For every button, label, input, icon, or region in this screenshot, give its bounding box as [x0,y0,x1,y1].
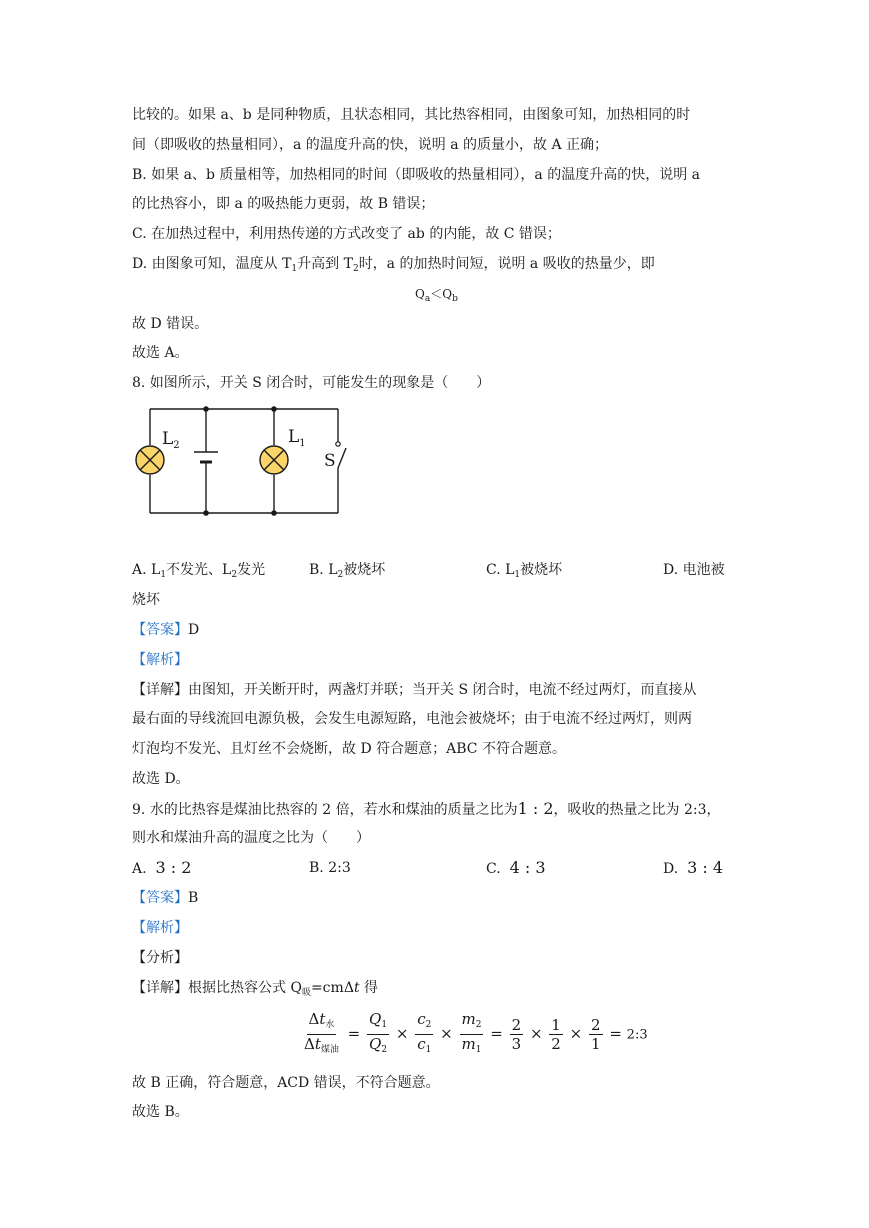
eq-q: Q [415,287,425,301]
text-span: 被烧坏 [520,562,563,578]
math-var: c [417,1010,426,1028]
subscript: 2 [475,1020,482,1030]
text-span: ，吸收的热量之比为 2:3， [553,802,721,818]
circuit-diagram [128,400,368,540]
paragraph-line: 故选 A。 [132,345,189,361]
junction-dot [271,406,277,412]
paragraph-line: 间（即吸收的热量相同），a 的温度升高的快，说明 a 的质量小，故 A 正确； [132,137,609,153]
label-l2: $L_2$ [162,429,180,451]
analysis-line [132,650,188,670]
fraction [367,1010,389,1059]
subscript: 2 [231,570,238,580]
numerator: 2 [590,1016,601,1034]
equals-sign: = [347,1024,361,1043]
junction-dot [203,406,209,412]
option-label: A. [132,861,147,877]
math-var: Q [369,1035,382,1053]
option-d[interactable] [663,858,723,879]
ratio: 1 : 2 [517,799,554,818]
text-span: 9. 水的比热容是煤油比热容的 2 倍，若水和煤油的质量之比为 [132,802,518,818]
text-span: 时，a 的加热时间短，说明 a 吸收的热量少，即 [358,256,655,272]
switch-contact [336,442,340,446]
math-var: Q [369,1010,382,1028]
option-value: 3 : 4 [687,858,724,877]
subscript: 1 [160,570,167,580]
math-var: t [319,1010,326,1028]
paragraph-line: 的比热容小，即 a 的吸热能力更弱，故 B 错误； [132,196,435,212]
fraction [460,1010,484,1059]
subscript: 2 [352,264,359,274]
text-span: 根据比热容公式 Q [188,980,302,996]
option-label: D. [663,861,679,877]
denominator: 3 [511,1035,522,1053]
subscript: 1 [475,1045,482,1055]
battery-icon [194,452,218,462]
option-a[interactable] [132,560,265,585]
detail-tag: 【详解】 [132,980,188,996]
question-stem [132,799,721,820]
junction-dot [271,510,277,516]
detail-line [132,680,697,700]
text-span: C. L [486,562,515,578]
text-span: 被烧坏 [343,562,386,578]
paragraph-line [132,254,655,279]
lamp-l2-icon [136,446,164,474]
math-var: t [314,1035,321,1053]
subscript: 1 [381,1020,388,1030]
analysis-tag: 【解析】 [132,652,188,668]
text-span: 不发光、L [166,562,232,578]
fraction [510,1016,524,1053]
paragraph-line: 故选 B。 [132,1104,189,1120]
text-span: 升高到 T [297,256,353,272]
junction-dot [203,510,209,516]
eq-lt: ＜ [430,287,443,301]
detail-line [132,978,378,1003]
times-sign: × [395,1024,409,1043]
paragraph-line: 最右面的导线流回电源负极，会发生电源短路，电池会被烧坏；由于电流不经过两灯，则两 [132,711,692,727]
numerator: 2 [511,1016,522,1034]
text-span: =cm [310,980,344,996]
times-sign: × [440,1024,453,1043]
subscript: 煤油 [320,1045,339,1055]
subscript: 1 [291,264,298,274]
subscript: 水 [325,1020,335,1030]
subscript: a [424,294,431,304]
denominator: 1 [590,1035,601,1053]
fraction [415,1010,433,1059]
option-d-wrap: 烧坏 [132,592,160,608]
math-var: m [461,1010,476,1028]
paragraph-line: 故 B 正确，符合题意，ACD 错误，不符合题意。 [132,1075,440,1091]
option-d[interactable]: D. 电池被 [663,562,725,578]
question-stem-line2: 则水和煤油升高的温度之比为（ ） [132,830,370,846]
detail-tag: 【详解】 [132,682,188,698]
option-value: 3 : 2 [155,858,192,877]
math-var: m [461,1035,476,1053]
paragraph-line: B. 如果 a、b 质量相等，加热相同的时间（即吸收的热量相同），a 的温度升高的快，说明 a [132,167,700,183]
question-stem: 8. 如图所示，开关 S 闭合时，可能发生的现象是（ ） [132,375,491,391]
equals-sign: = [609,1024,622,1043]
option-value: 4 : 3 [509,858,546,877]
answer-tag: 【答案】 [132,890,188,906]
fenxi-tag: 【分析】 [132,950,188,966]
numerator: 1 [551,1016,561,1034]
delta-icon: Δ [343,980,354,996]
option-b[interactable]: B. 2:3 [309,860,351,876]
subscript: 2 [425,1020,432,1030]
paragraph-line: 比较的。如果 a、b 是同种物质，且状态相同，其比热容相同，由图象可知，加热相同的时 [132,107,691,123]
denominator: 2 [551,1035,561,1053]
fraction [549,1016,563,1053]
equation [415,285,458,304]
answer-line [132,888,198,908]
answer-value: D [188,622,200,638]
option-c[interactable] [486,560,562,585]
option-b[interactable] [309,560,385,585]
formula-result: 2:3 [626,1027,648,1043]
formula [300,1010,648,1059]
analysis-tag: 【解析】 [132,920,188,936]
fraction [589,1016,603,1053]
delta-icon: Δ [304,1035,315,1053]
subscript: b [452,294,458,304]
times-sign: × [529,1024,543,1043]
subscript: 2 [337,570,344,580]
math-var: c [417,1035,426,1053]
fraction [302,1010,341,1059]
label-switch: S [324,451,336,471]
text-span: 得 [359,980,379,996]
paragraph-line: 故选 D。 [132,771,190,787]
answer-tag: 【答案】 [132,622,188,638]
subscript: 吸 [301,988,311,998]
option-label: C. [486,861,501,877]
eq-q: Q [442,287,453,301]
answer-line [132,620,199,640]
subscript: 1 [425,1045,432,1055]
times-sign: × [569,1024,583,1043]
lamp-l1-icon [260,446,288,474]
text-span: B. L [309,562,338,578]
paragraph-line: C. 在加热过程中，利用热传递的方式改变了 ab 的内能，故 C 错误； [132,226,561,242]
paragraph-line: 故 D 错误。 [132,316,209,332]
paragraph-line: 灯泡均不发光、且灯丝不会烧断，故 D 符合题意；ABC 不符合题意。 [132,741,566,757]
answer-value: B [188,890,199,906]
delta-icon: Δ [308,1010,320,1028]
text-span: 由图知，开关断开时，两盏灯并联；当开关 S 闭合时，电流不经过两灯，而直接从 [188,682,697,698]
fenxi-line [132,948,188,968]
equals-sign: = [490,1024,503,1043]
label-l1: $L_1$ [288,427,306,449]
math-var: t [353,980,360,996]
analysis-line [132,918,188,938]
text-span: D. 由图象可知，温度从 T [132,256,292,272]
subscript: 1 [514,570,521,580]
subscript: 2 [381,1045,388,1055]
option-a[interactable] [132,858,191,879]
text-span: A. L [132,562,161,578]
option-c[interactable] [486,858,546,879]
text-span: 发光 [237,562,266,578]
